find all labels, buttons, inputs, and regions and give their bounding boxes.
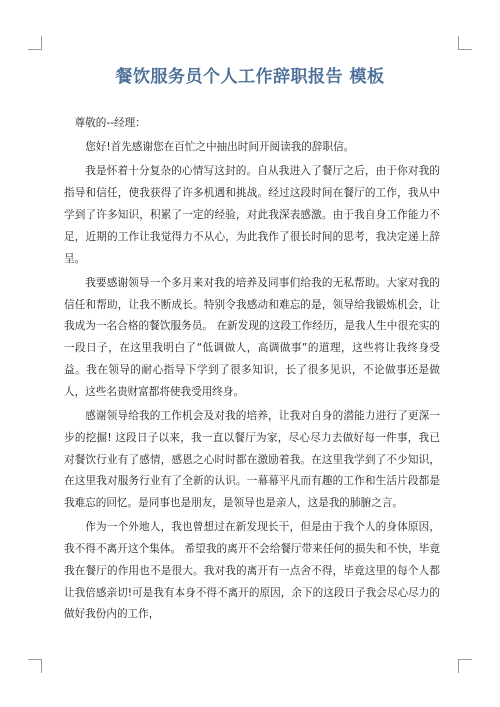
crop-mark-bottom-left (28, 659, 42, 673)
crop-mark-top-right (458, 36, 472, 50)
paragraph-gratitude: 感谢领导给我的工作机会及对我的培养，让我对自身的潜能力进行了更深一步的挖掘! 这段日子以来，我一直以餐厅为家，尽心尽力去做好每一件事，我已对餐饮行业有了感情，感恩之心时时都在激励着我。在这里我学到了不少知识，在这里我对服务行业有了全新的认识。一幕幕平凡而有趣的工作和生活片段都是我难忘的回忆。是同事也是朋友，是领导也是亲人，这是我的肺腑之言。 (64, 409, 440, 510)
crop-mark-top-left (28, 36, 42, 50)
salutation: 尊敬的--经理： (74, 117, 146, 129)
document-title: 餐饮服务员个人工作辞职报告 模板 (115, 67, 385, 87)
document-body (64, 113, 440, 629)
crop-mark-bottom-right (458, 659, 472, 673)
paragraph-departure: 作为一个外地人，我也曾想过在新发现长干，但是由于我个人的身体原因，我不得不离开这个集体。 希望我的离开不会给餐厅带来任何的损失和不快，毕竟我在餐厅的作用也不是很大。我对我的离开有一点舍不得，毕竟这里的每个人都让我倍感亲切!可是我有本身不得不离开的原因，余下的这段日子我会尽心尽力的做好我份内的工作， (64, 521, 440, 621)
paragraph-thanks: 我要感谢领导一个多月来对我的培养及同事们给我的无私帮助。大家对我的信任和帮助，让我不断成长。特别令我感动和难忘的是，领导给我锻炼机会，让我成为一名合格的餐饮服务员。 在新发现的这段工作经历，是我人生中很充实的一段日子，在这里我明白了“低调做人，高调做事”的道理，这些将让我终身受益。我在领导的耐心指导下学到了很多知识，长了很多见识，不论做事还是做人，这些名贵财富都将使我受用终身。 (64, 276, 440, 398)
paragraph-greeting: 您好!首先感谢您在百忙之中抽出时间开阅读我的辞职信。 (85, 141, 355, 154)
paragraph-reason: 我是怀着十分复杂的心情写这封的。自从我进入了餐厅之后，由于你对我的指导和信任，使我获得了许多机遇和挑战。经过这段时间在餐厅的工作，我从中学到了许多知识，积累了一定的经验，对此我深表感激。由于我自身工作能力不足，近期的工作让我觉得力不从心，为此我作了很长时间的思考，我决定递上辞呈。 (64, 165, 440, 265)
